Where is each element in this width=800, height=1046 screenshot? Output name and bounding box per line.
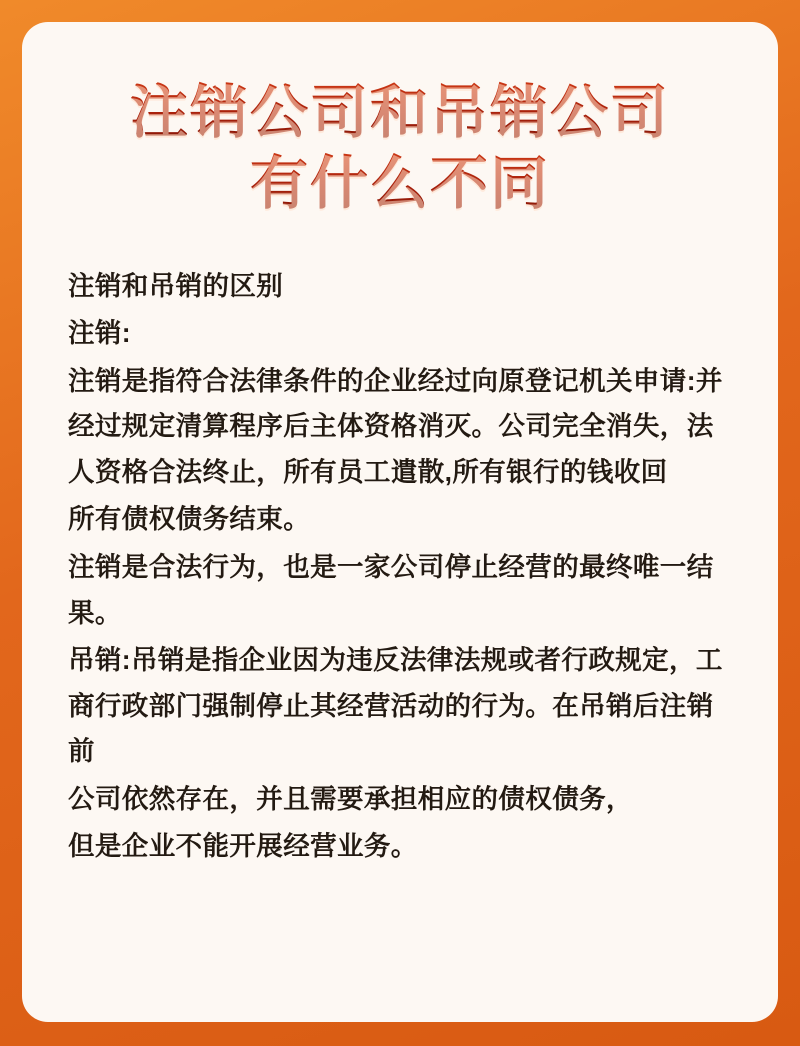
paragraph: 但是企业不能开展经营业务。 <box>68 831 418 862</box>
paragraph: 注销是合法行为，也是一家公司停止经营的最终唯一结果。 <box>68 551 714 628</box>
title-line-1: 注销公司和吊销公司 <box>68 78 732 149</box>
paragraph: 注销是指符合法律条件的企业经过向原登记机关申请:并经过规定清算程序后主体资格消灭。公司完全消失，法人资格合法终止，所有员工遣散,所有银行的钱收回 <box>68 365 723 487</box>
page-title <box>68 78 732 220</box>
content-card <box>22 22 778 1022</box>
body-text <box>68 264 732 983</box>
paragraph: 所有债权债务结束。 <box>68 504 311 535</box>
title-line-2: 有什么不同 <box>68 149 732 220</box>
paragraph: 吊销:吊销是指企业因为违反法律法规或者行政规定，工商行政部门强制停止其经营活动的行为。在吊销后注销前 <box>68 645 723 767</box>
paragraph: 注销和吊销的区别 <box>68 270 284 301</box>
paragraph: 注销: <box>68 318 132 349</box>
paragraph: 公司依然存在，并且需要承担相应的债权债务， <box>68 783 633 814</box>
